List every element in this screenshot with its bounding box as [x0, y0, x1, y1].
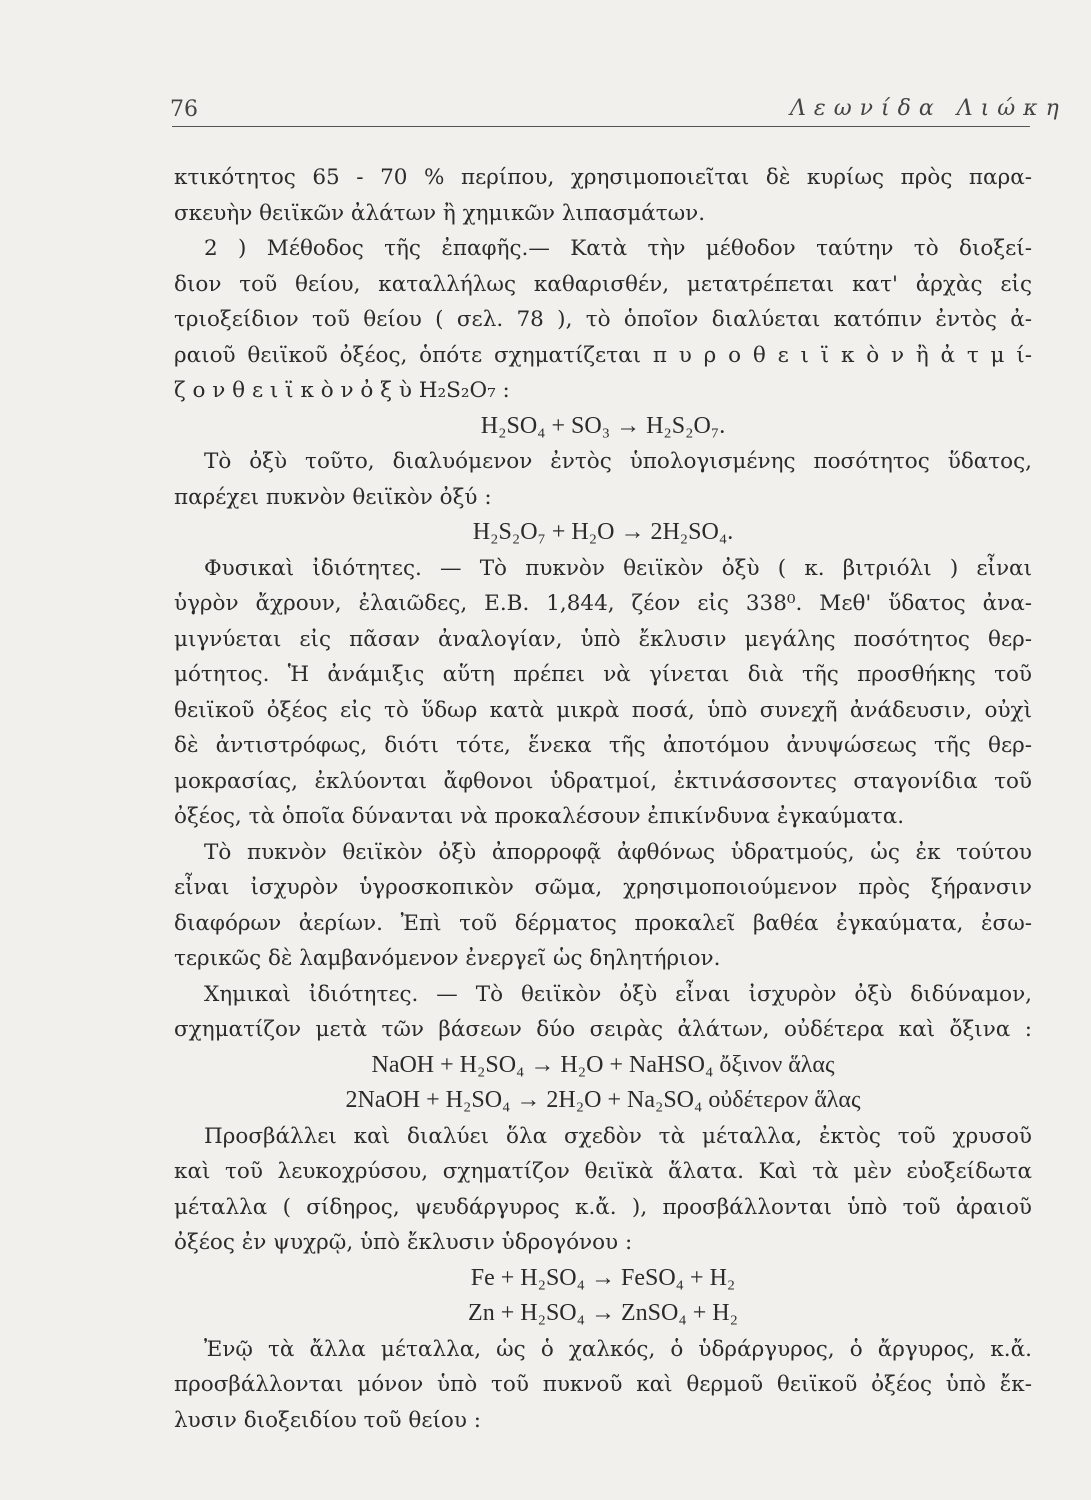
text-line: καὶ τοῦ λευκοχρύσου, σχηματίζον θειϊκὰ ἅλατα. Καὶ τὰ μὲν εὐοξείδωτα: [174, 1159, 1032, 1184]
equation-line: 2NaOH + H₂SO₄ → 2H₂O + Na₂SO₄ οὐδέτερον ἅλας: [345, 1087, 861, 1113]
text-line: διον τοῦ θείου, καταλλήλως καθαρισθέν, μετατρέπεται κατ' ἀρχὰς εἰς: [174, 271, 1032, 297]
text-line: λυσιν διοξειδίου τοῦ θείου :: [174, 1407, 482, 1433]
text-line: Ἐνῷ τὰ ἄλλα μέταλλα, ὡς ὁ χαλκός, ὁ ὑδράργυρος, ὁ ἄργυρος, κ.ἄ.: [204, 1336, 1032, 1362]
equation-line: NaOH + H₂SO₄ → H₂O + NaHSO₄ ὄξινον ἅλας: [371, 1051, 835, 1078]
text-line: Χημικαὶ ἰδιότητες. — Τὸ θειϊκὸν ὀξὺ εἶναι ἰσχυρὸν ὀξὺ διδύναμον,: [204, 981, 1032, 1007]
text-line: ὀξέος, τὰ ὁποῖα δύνανται νὰ προκαλέσουν ἐπικίνδυνα ἐγκαύματα.: [174, 804, 905, 829]
text-line: ὀξέος ἐν ψυχρῷ, ὑπὸ ἔκλυσιν ὑδρογόνου :: [174, 1230, 633, 1255]
text-line: θειϊκοῦ ὀξέος εἰς τὸ ὕδωρ κατὰ μικρὰ ποσά, ὑπὸ συνεχῆ ἀνάδευσιν, οὐχὶ: [174, 697, 1032, 723]
text-line: Τὸ ὀξὺ τοῦτο, διαλυόμενον ἐντὸς ὑπολογισμένης ποσότητος ὕδατος,: [204, 449, 1032, 474]
text-line: μότητος. Ἡ ἀνάμιξις αὕτη πρέπει νὰ γίνεται διὰ τῆς προσθήκης τοῦ: [174, 662, 1032, 687]
text-line: προσβάλλονται μόνον ὑπὸ τοῦ πυκνοῦ καὶ θερμοῦ θειϊκοῦ ὀξέος ὑπὸ ἔκ-: [174, 1372, 1032, 1397]
page-number: 76: [170, 97, 198, 122]
text-line: διαφόρων ἀερίων. Ἐπὶ τοῦ δέρματος προκαλεῖ βαθέα ἐγκαύματα, ἐσω-: [174, 910, 1032, 936]
text-line: μιγνύεται εἰς πᾶσαν ἀναλογίαν, ὑπὸ ἔκλυσιν μεγάλης ποσότητος θερ-: [174, 626, 1032, 652]
equation-line: H₂SO₄ + SO₃ → H₂S₂O₇.: [480, 412, 726, 439]
text-line: τερικῶς δὲ λαμβανόμενον ἐνεργεῖ ὡς δηλητήριον.: [174, 946, 721, 971]
text-line: Προσβάλλει καὶ διαλύει ὅλα σχεδὸν τὰ μέταλλα, ἐκτὸς τοῦ χρυσοῦ: [204, 1123, 1032, 1149]
text-line: κτικότητος 65 - 70 % περίπου, χρησιμοποιεῖται δὲ κυρίως πρὸς παρα-: [174, 165, 1032, 190]
running-header-author: Λεωνίδα Λιώκη: [790, 96, 1067, 121]
text-line: σχηματίζον μετὰ τῶν βάσεων δύο σειρὰς ἀλάτων, οὐδέτερα καὶ ὄξινα :: [174, 1017, 1032, 1042]
page-body: [174, 160, 1032, 1438]
text-line: Φυσικαὶ ἰδιότητες. — Τὸ πυκνὸν θειϊκὸν ὀξὺ ( κ. βιτριόλι ) εἶναι: [204, 555, 1032, 581]
text-line: εἶναι ἰσχυρὸν ὑγροσκοπικὸν σῶμα, χρησιμοποιούμενον πρὸς ξήρανσιν: [174, 875, 1032, 900]
text-line: ραιοῦ θειϊκοῦ ὀξέος, ὁπότε σχηματίζεται π υ ρ ο θ ε ι ϊ κ ὸ ν ἢ ἀ τ μ ί-: [174, 342, 1032, 368]
text-line: σκευὴν θειϊκῶν ἀλάτων ἢ χημικῶν λιπασμάτων.: [174, 200, 706, 226]
text-line: μέταλλα ( σίδηρος, ψευδάργυρος κ.ἄ. ), προσβάλλονται ὑπὸ τοῦ ἀραιοῦ: [174, 1194, 1032, 1220]
text-line: ὑγρὸν ἄχρουν, ἐλαιῶδες, Ε.Β. 1,844, ζέον εἰς 338⁰. Μεθ' ὕδατος ἀνα-: [174, 591, 1032, 616]
header-rule: [172, 126, 1030, 127]
text-line: δὲ ἀντιστρόφως, διότι τότε, ἕνεκα τῆς ἀποτόμου ἀνυψώσεως τῆς θερ-: [174, 733, 1032, 758]
text-line: Τὸ πυκνὸν θειϊκὸν ὀξὺ ἀπορροφᾷ ἀφθόνως ὑδρατμούς, ὡς ἐκ τούτου: [204, 839, 1032, 865]
equation-line: Fe + H₂SO₄ → FeSO₄ + H₂: [470, 1264, 736, 1291]
equation-line: Zn + H₂SO₄ → ZnSO₄ + H₂: [468, 1300, 738, 1326]
text-line: τριοξείδιον τοῦ θείου ( σελ. 78 ), τὸ ὁποῖον διαλύεται κατόπιν ἐντὸς ἀ-: [174, 307, 1032, 332]
equation-line: H₂S₂O₇ + H₂O → 2H₂SO₄.: [472, 519, 734, 545]
text-line: παρέχει πυκνὸν θειϊκὸν ὀξύ :: [174, 484, 492, 510]
text-line: μοκρασίας, ἐκλύονται ἄφθονοι ὑδρατμοί, ἐκτινάσσοντες σταγονίδια τοῦ: [174, 768, 1032, 794]
text-line: ζ ο ν θ ε ι ϊ κ ὸ ν ὀ ξ ὺ H₂S₂O₇ :: [174, 378, 510, 403]
text-line: 2 ) Μέθοδος τῆς ἐπαφῆς.— Κατὰ τὴν μέθοδον ταύτην τὸ διοξεί-: [204, 236, 1032, 261]
